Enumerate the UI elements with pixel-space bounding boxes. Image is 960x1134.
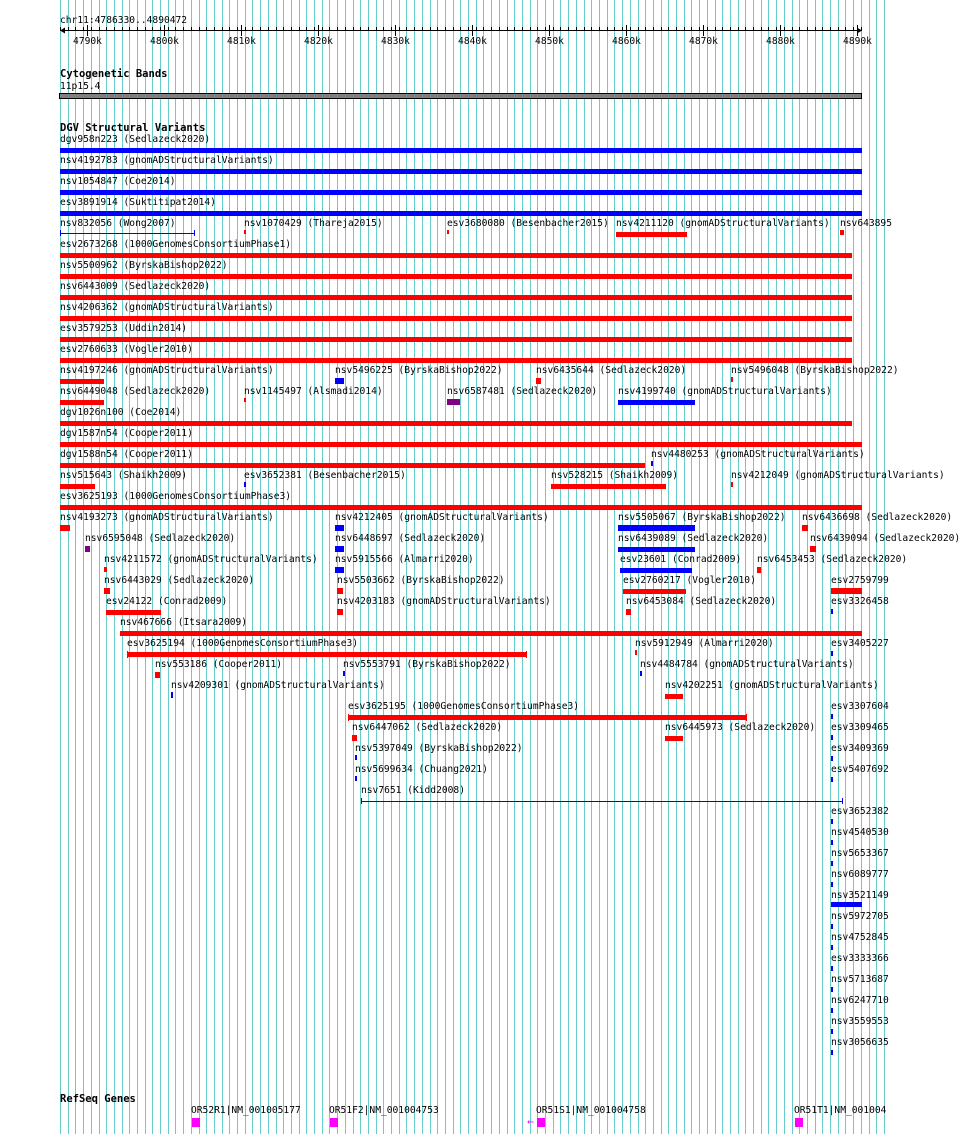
sv-feature-nsv4206362[interactable] [60, 316, 852, 321]
sv-label-nsv1145497: nsv1145497 (Alsmadi2014) [244, 386, 383, 397]
sv-feature-nsv1145497[interactable] [244, 398, 246, 402]
sv-label-esv5407692: esv5407692 [831, 764, 889, 775]
sv-feature-esv3307604[interactable] [831, 714, 833, 719]
cytoband-track-title: Cytogenetic Bands [60, 68, 168, 80]
sv-feature-nsv5653367[interactable] [831, 861, 833, 866]
sv-feature-endcap [842, 798, 843, 804]
sv-label-nsv4203183: nsv4203183 (gnomADStructuralVariants) [337, 596, 551, 607]
sv-feature-nsv3521149[interactable] [831, 902, 862, 907]
sv-feature-endcap [127, 651, 128, 658]
sv-feature-nsv7651[interactable] [361, 801, 842, 802]
sv-feature-esv23601[interactable] [620, 568, 692, 573]
sv-feature-nsv1054847[interactable] [60, 190, 862, 195]
ruler-tick-label: 4800k [150, 36, 179, 47]
ruler-tick-label: 4830k [381, 36, 410, 47]
sv-feature-nsv3559553[interactable] [831, 1029, 833, 1034]
sv-label-esv3625195: esv3625195 (1000GenomesConsortiumPhase3) [348, 701, 580, 712]
sv-feature-esv3333366[interactable] [831, 966, 833, 971]
sv-label-esv3891914: esv3891914 (Suktitipat2014) [60, 197, 216, 208]
sv-feature-nsv6439094[interactable] [810, 546, 816, 552]
cytoband-label: 11p15.4 [60, 81, 101, 92]
sv-label-esv24122: esv24122 (Conrad2009) [106, 596, 228, 607]
sv-feature-nsv6443029[interactable] [104, 588, 110, 594]
sv-feature-nsv5496225[interactable] [335, 378, 344, 384]
sv-feature-nsv6449048[interactable] [60, 400, 104, 405]
sv-label-nsv4211120: nsv4211120 (gnomADStructuralVariants) [616, 218, 830, 229]
ruler-tick-label: 4810k [227, 36, 256, 47]
sv-feature-nsv5699634[interactable] [355, 776, 357, 781]
sv-feature-nsv6453453[interactable] [757, 567, 761, 573]
sv-label-nsv4212405: nsv4212405 (gnomADStructuralVariants) [335, 512, 549, 523]
strand-arrow-left-icon: ← [527, 1115, 534, 1128]
sv-label-nsv5915566: nsv5915566 (Almarri2020) [335, 554, 474, 565]
sv-feature-esv3625193[interactable] [60, 505, 862, 510]
sv-feature-nsv5500962[interactable] [60, 274, 852, 279]
sv-label-nsv6448697: nsv6448697 (Sedlazeck2020) [335, 533, 486, 544]
sv-feature-nsv4212405[interactable] [335, 525, 344, 531]
sv-label-esv3309465: esv3309465 [831, 722, 889, 733]
sv-feature-nsv4209301[interactable] [171, 692, 173, 698]
sv-feature-nsv528215[interactable] [551, 484, 666, 489]
sv-label-esv2673268: esv2673268 (1000GenomesConsortiumPhase1) [60, 239, 292, 250]
sv-label-nsv4197246: nsv4197246 (gnomADStructuralVariants) [60, 365, 274, 376]
sv-label-esv2760633: esv2760633 (Vogler2010) [60, 344, 193, 355]
sv-feature-esv3409369[interactable] [831, 756, 833, 761]
sv-label-esv3326458: esv3326458 [831, 596, 889, 607]
sv-label-nsv1054847: nsv1054847 (Coe2014) [60, 176, 176, 187]
sv-feature-esv2760217[interactable] [623, 589, 686, 594]
sv-label-nsv3521149: nsv3521149 [831, 890, 889, 901]
sv-feature-nsv6587481[interactable] [447, 399, 460, 405]
sv-feature-nsv4192783[interactable] [60, 169, 862, 174]
sv-label-nsv6089777: nsv6089777 [831, 869, 889, 880]
sv-label-nsv5397049: nsv5397049 (ByrskaBishop2022) [355, 743, 523, 754]
sv-feature-esv3680080[interactable] [447, 230, 449, 234]
sv-label-esv3625194: esv3625194 (1000GenomesConsortiumPhase3) [127, 638, 359, 649]
sv-label-nsv4212049: nsv4212049 (gnomADStructuralVariants) [731, 470, 945, 481]
sv-label-nsv6595048: nsv6595048 (Sedlazeck2020) [85, 533, 236, 544]
ruler-tick-label: 4890k [843, 36, 872, 47]
sv-feature-esv2760633[interactable] [60, 358, 852, 363]
sv-label-nsv515643: nsv515643 (Shaikh2009) [60, 470, 188, 481]
sv-feature-nsv4540530[interactable] [831, 840, 833, 845]
sv-label-nsv4193273: nsv4193273 (gnomADStructuralVariants) [60, 512, 274, 523]
gene-feature-or51f2[interactable] [330, 1118, 338, 1127]
sv-feature-esv3625195[interactable] [348, 715, 747, 720]
sv-label-nsv6453453: nsv6453453 (Sedlazeck2020) [757, 554, 908, 565]
sv-feature-nsv4212049[interactable] [731, 482, 733, 487]
sv-feature-nsv1070429[interactable] [244, 230, 246, 234]
sv-label-nsv4206362: nsv4206362 (gnomADStructuralVariants) [60, 302, 274, 313]
sv-feature-nsv5972705[interactable] [831, 924, 833, 929]
sv-feature-nsv4211572[interactable] [104, 567, 107, 572]
sv-feature-nsv832056[interactable] [60, 233, 194, 234]
sv-feature-esv3309465[interactable] [831, 735, 833, 740]
sv-label-nsv6447062: nsv6447062 (Sedlazeck2020) [352, 722, 503, 733]
sv-label-nsv4209301: nsv4209301 (gnomADStructuralVariants) [171, 680, 385, 691]
sv-label-nsv4484784: nsv4484784 (gnomADStructuralVariants) [640, 659, 854, 670]
sv-label-nsv6439089: nsv6439089 (Sedlazeck2020) [618, 533, 769, 544]
sv-feature-nsv6439089[interactable] [618, 547, 695, 552]
refseq-track-title: RefSeq Genes [60, 1093, 136, 1105]
sv-feature-nsv5553791[interactable] [343, 671, 345, 676]
sv-feature-nsv5503662[interactable] [337, 588, 343, 594]
sv-label-nsv4480253: nsv4480253 (gnomADStructuralVariants) [651, 449, 865, 460]
sv-label-nsv467666: nsv467666 (Itsara2009) [120, 617, 248, 628]
sv-feature-nsv553186[interactable] [155, 672, 160, 678]
sv-feature-nsv5397049[interactable] [355, 755, 357, 760]
gene-feature-or51t1[interactable] [795, 1118, 803, 1127]
sv-label-nsv5972705: nsv5972705 [831, 911, 889, 922]
sv-label-dgv1026n100: dgv1026n100 (Coe2014) [60, 407, 182, 418]
ruler-tick-label: 4850k [535, 36, 564, 47]
sv-feature-nsv6445973[interactable] [665, 736, 683, 741]
sv-feature-dgv958n223[interactable] [60, 148, 862, 153]
sv-feature-nsv5912949[interactable] [635, 650, 637, 655]
gene-feature-or51s1[interactable] [537, 1118, 545, 1127]
dgv-track-title: DGV Structural Variants [60, 122, 206, 134]
sv-feature-nsv4197246[interactable] [60, 379, 104, 384]
ruler-tick-label: 4820k [304, 36, 333, 47]
sv-feature-esv24122[interactable] [106, 610, 161, 615]
sv-feature-nsv4202251[interactable] [665, 694, 683, 699]
sv-label-esv3625193: esv3625193 (1000GenomesConsortiumPhase3) [60, 491, 292, 502]
sv-feature-dgv1588n54[interactable] [60, 463, 645, 468]
sv-label-nsv5713687: nsv5713687 [831, 974, 889, 985]
sv-feature-nsv4211120[interactable] [616, 232, 687, 237]
sv-feature-esv3579253[interactable] [60, 337, 852, 342]
sv-label-nsv4752845: nsv4752845 [831, 932, 889, 943]
sv-feature-esv3405227[interactable] [831, 651, 833, 656]
sv-label-esv2759799: esv2759799 [831, 575, 889, 586]
sv-label-nsv5653367: nsv5653367 [831, 848, 889, 859]
sv-label-esv3579253: esv3579253 (Uddin2014) [60, 323, 188, 334]
gene-label-or51s1: OR51S1|NM_001004758 [536, 1105, 646, 1116]
sv-feature-dgv1026n100[interactable] [60, 421, 852, 426]
ruler-tick-label: 4840k [458, 36, 487, 47]
sv-feature-nsv6448697[interactable] [335, 546, 344, 552]
sv-label-dgv958n223: dgv958n223 (Sedlazeck2020) [60, 134, 211, 145]
sv-label-esv23601: esv23601 (Conrad2009) [620, 554, 742, 565]
sv-label-esv3652382: esv3652382 [831, 806, 889, 817]
sv-label-dgv1587n54: dgv1587n54 (Cooper2011) [60, 428, 193, 439]
sv-feature-esv5407692[interactable] [831, 777, 833, 782]
ruler-tick-label: 4870k [689, 36, 718, 47]
sv-feature-nsv467666[interactable] [120, 631, 862, 636]
sv-feature-nsv6443009[interactable] [60, 295, 852, 300]
sv-feature-nsv5496048[interactable] [731, 377, 733, 382]
sv-label-nsv5496048: nsv5496048 (ByrskaBishop2022) [731, 365, 899, 376]
sv-feature-nsv515643[interactable] [60, 484, 95, 489]
sv-label-esv3307604: esv3307604 [831, 701, 889, 712]
sv-feature-nsv4480253[interactable] [651, 461, 653, 466]
gene-label-or51f2: OR51F2|NM_001004753 [329, 1105, 439, 1116]
gene-label-or51t1: OR51T1|NM_001004 [794, 1105, 887, 1116]
sv-label-nsv5500962: nsv5500962 (ByrskaBishop2022) [60, 260, 228, 271]
sv-label-nsv5503662: nsv5503662 (ByrskaBishop2022) [337, 575, 505, 586]
sv-feature-nsv4752845[interactable] [831, 945, 833, 950]
sv-label-nsv5699634: nsv5699634 (Chuang2021) [355, 764, 488, 775]
sv-feature-nsv4199740[interactable] [618, 400, 695, 405]
sv-feature-nsv6089777[interactable] [831, 882, 833, 887]
sv-feature-nsv4203183[interactable] [337, 609, 343, 615]
sv-feature-esv3326458[interactable] [831, 609, 833, 614]
sv-label-nsv6445973: nsv6445973 (Sedlazeck2020) [665, 722, 816, 733]
sv-feature-endcap [526, 651, 527, 658]
sv-feature-nsv5915566[interactable] [335, 567, 344, 573]
sv-label-nsv4192783: nsv4192783 (gnomADStructuralVariants) [60, 155, 274, 166]
sv-feature-nsv6436698[interactable] [802, 525, 808, 531]
sv-label-nsv3056635: nsv3056635 [831, 1037, 889, 1048]
sv-feature-nsv6447062[interactable] [352, 735, 357, 741]
sv-label-nsv7651: nsv7651 (Kidd2008) [361, 785, 465, 796]
sv-feature-esv3891914[interactable] [60, 211, 862, 216]
gene-feature-or52r1[interactable] [192, 1118, 200, 1127]
sv-label-nsv1070429: nsv1070429 (Thareja2015) [244, 218, 383, 229]
ruler-tick-label: 4880k [766, 36, 795, 47]
sv-label-nsv6453084: nsv6453084 (Sedlazeck2020) [626, 596, 777, 607]
sv-label-esv3405227: esv3405227 [831, 638, 889, 649]
sv-feature-nsv643895[interactable] [840, 230, 844, 235]
sv-feature-nsv6595048[interactable] [85, 546, 90, 552]
sv-feature-nsv4484784[interactable] [640, 671, 642, 676]
sv-feature-nsv6453084[interactable] [626, 609, 631, 615]
sv-feature-esv3625194[interactable] [127, 652, 527, 657]
sv-label-nsv6435644: nsv6435644 (Sedlazeck2020) [536, 365, 687, 376]
sv-label-nsv4211572: nsv4211572 (gnomADStructuralVariants) [104, 554, 318, 565]
sv-label-nsv4202251: nsv4202251 (gnomADStructuralVariants) [665, 680, 879, 691]
sv-feature-nsv5505067[interactable] [618, 525, 695, 531]
sv-feature-nsv4193273[interactable] [60, 525, 70, 531]
sv-label-nsv6436698: nsv6436698 (Sedlazeck2020) [802, 512, 953, 523]
sv-feature-esv3652382[interactable] [831, 819, 833, 824]
sv-label-nsv6443029: nsv6443029 (Sedlazeck2020) [104, 575, 255, 586]
sv-label-nsv6449048: nsv6449048 (Sedlazeck2020) [60, 386, 211, 397]
sv-label-nsv4540530: nsv4540530 [831, 827, 889, 838]
sv-label-nsv6439094: nsv6439094 (Sedlazeck2020) [810, 533, 960, 544]
ruler-tick-label: 4860k [612, 36, 641, 47]
sv-label-esv3333366: esv3333366 [831, 953, 889, 964]
sv-label-nsv5496225: nsv5496225 (ByrskaBishop2022) [335, 365, 503, 376]
sv-feature-endcap [746, 714, 747, 721]
sv-label-nsv528215: nsv528215 (Shaikh2009) [551, 470, 679, 481]
sv-label-nsv643895: nsv643895 [840, 218, 892, 229]
sv-feature-dgv1587n54[interactable] [60, 442, 862, 447]
sv-label-nsv6443009: nsv6443009 (Sedlazeck2020) [60, 281, 211, 292]
sv-label-dgv1588n54: dgv1588n54 (Cooper2011) [60, 449, 193, 460]
gene-label-or52r1: OR52R1|NM_001005177 [191, 1105, 301, 1116]
sv-feature-endcap [348, 714, 349, 721]
sv-label-nsv4199740: nsv4199740 (gnomADStructuralVariants) [618, 386, 832, 397]
sv-feature-esv2673268[interactable] [60, 253, 852, 258]
sv-label-nsv5912949: nsv5912949 (Almarri2020) [635, 638, 774, 649]
sv-label-esv3680080: esv3680080 (Besenbacher2015) [447, 218, 609, 229]
sv-feature-nsv3056635[interactable] [831, 1050, 833, 1055]
sv-label-nsv5553791: nsv5553791 (ByrskaBishop2022) [343, 659, 511, 670]
ruler-position-label: chr11:4786330..4890472 [60, 15, 188, 26]
sv-label-nsv6247710: nsv6247710 [831, 995, 889, 1006]
sv-feature-nsv6435644[interactable] [536, 378, 541, 384]
sv-label-esv3409369: esv3409369 [831, 743, 889, 754]
sv-label-nsv832056: nsv832056 (Wong2007) [60, 218, 176, 229]
sv-feature-endcap [194, 230, 195, 236]
sv-label-nsv5505067: nsv5505067 (ByrskaBishop2022) [618, 512, 786, 523]
sv-feature-nsv5713687[interactable] [831, 987, 833, 992]
sv-feature-esv2759799[interactable] [831, 588, 862, 594]
sv-label-esv3652381: esv3652381 (Besenbacher2015) [244, 470, 406, 481]
ruler-tick-label: 4790k [73, 36, 102, 47]
sv-label-nsv3559553: nsv3559553 [831, 1016, 889, 1027]
sv-label-nsv553186: nsv553186 (Cooper2011) [155, 659, 283, 670]
sv-label-esv2760217: esv2760217 (Vogler2010) [623, 575, 756, 586]
sv-label-nsv6587481: nsv6587481 (Sedlazeck2020) [447, 386, 598, 397]
sv-feature-esv3652381[interactable] [244, 482, 246, 487]
sv-feature-nsv6247710[interactable] [831, 1008, 833, 1013]
